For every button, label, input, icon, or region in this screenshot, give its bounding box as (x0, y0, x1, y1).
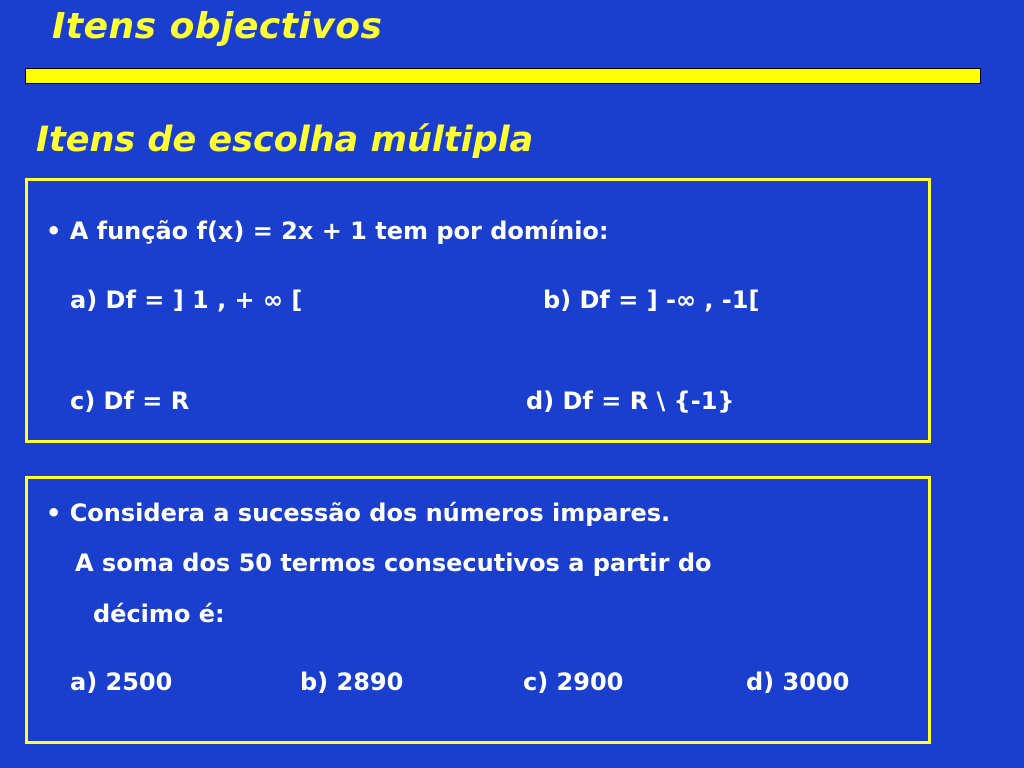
question-1-option-b: b) Df = ] -∞ , -1[ (543, 286, 760, 314)
question-1-option-a: a) Df = ] 1 , + ∞ [ (70, 286, 303, 314)
question-1-option-c: c) Df = R (70, 387, 190, 415)
question-2-prompt: • Considera a sucessão dos números impares. (46, 499, 671, 527)
section-subtitle: Itens de escolha múltipla (36, 120, 534, 160)
question-1-prompt: • A função f(x) = 2x + 1 tem por domínio: (46, 217, 609, 245)
title-divider-bar (25, 68, 981, 84)
question-2-option-b: b) 2890 (300, 668, 404, 696)
question-1-box (25, 178, 931, 443)
question-2-option-a: a) 2500 (70, 668, 173, 696)
page-title: Itens objectivos (52, 6, 383, 47)
question-1-option-d: d) Df = R \ {-1} (526, 387, 735, 415)
question-2-text-line-3: décimo é: (93, 600, 225, 628)
question-2-option-d: d) 3000 (746, 668, 850, 696)
question-2-text-line-2: A soma dos 50 termos consecutivos a partir do (75, 549, 712, 577)
question-2-box (25, 476, 931, 744)
question-2-option-c: c) 2900 (523, 668, 624, 696)
